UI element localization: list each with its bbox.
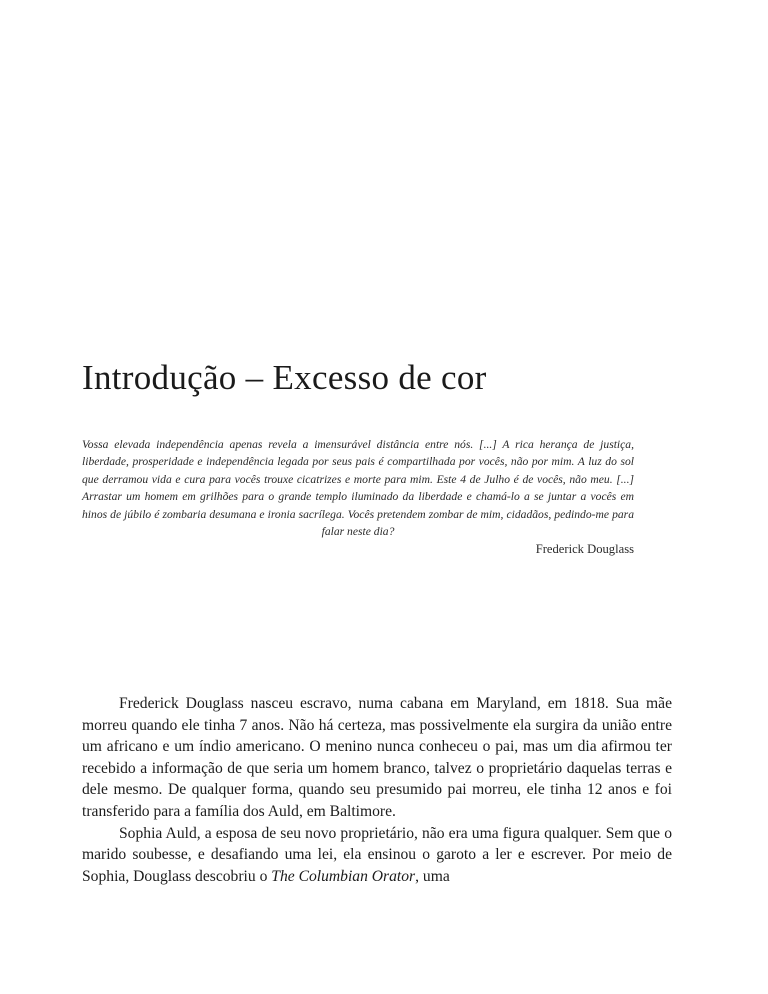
- paragraph-text-segment: Sophia Auld, a esposa de seu novo proprietário, não era uma figura qualquer. Sem que o marido soubesse, e desafiando uma lei, ela ensinou o garoto a ler e escrever. Por meio de Sophia, Douglass descobriu o: [82, 824, 672, 885]
- epigraph-quote: Vossa elevada independência apenas revela a imensurável distância entre nós. [...] A rica herança de justiça, liberdade, prosperidade e independência legada por seus pais é compartilhada por vocês, não por mim. A luz do sol que derramou vida e cura para vocês trouxe cicatrizes e morte para mim. Este 4 de Julho é de vocês, não meu. [...] Arrastar um homem em grilhões para o grande templo iluminado da liberdade e chamá-lo a se juntar a vocês em hinos de júbilo é zombaria desumana e ironia sacrílega. Vocês pretendem zombar de mim, cidadãos, pedindo-me para falar neste dia?: [82, 438, 634, 539]
- chapter-title: Introdução – Excesso de cor: [82, 358, 487, 397]
- epigraph-author: Frederick Douglass: [535, 542, 634, 557]
- book-title: The Columbian Orator: [271, 867, 416, 885]
- body-paragraph: [82, 823, 672, 888]
- paragraph-text-segment: , uma: [415, 867, 450, 885]
- epigraph: [82, 436, 634, 558]
- body-paragraph: Frederick Douglass nasceu escravo, numa cabana em Maryland, em 1818. Sua mãe morreu quando ele tinha 7 anos. Não há certeza, mas possivelmente ela surgira da união entre um africano e um índio americano. O menino nunca conheceu o pai, mas um dia afirmou ter recebido a informação de que seria um homem branco, talvez o proprietário daquelas terras e dele mesmo. De qualquer forma, quando seu presumido pai morreu, ele tinha 12 anos e foi transferido para a família dos Auld, em Baltimore.: [82, 695, 672, 820]
- body-text: [82, 693, 672, 887]
